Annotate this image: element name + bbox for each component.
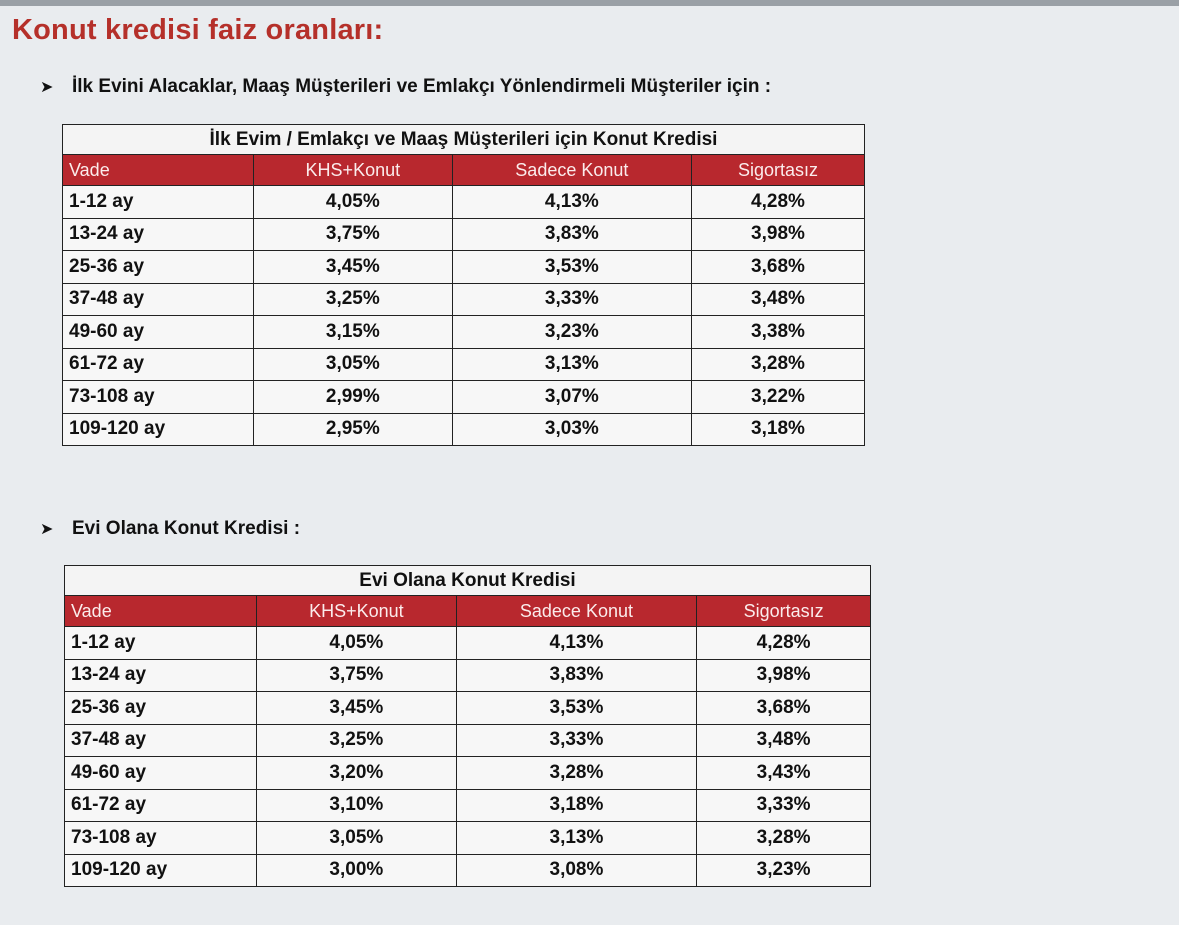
cell-sadece-konut: 3,08% — [456, 854, 697, 887]
cell-vade: 73-108 ay — [63, 381, 254, 414]
cell-sadece-konut: 3,28% — [456, 757, 697, 790]
cell-vade: 109-120 ay — [65, 854, 257, 887]
cell-sigortasiz: 3,33% — [697, 789, 871, 822]
cell-sigortasiz: 4,28% — [697, 627, 871, 660]
cell-khs-konut: 3,05% — [257, 822, 457, 855]
table-row — [65, 822, 871, 855]
table-row — [65, 627, 871, 660]
cell-khs-konut: 3,15% — [253, 316, 452, 349]
column-header-sadece-konut: Sadece Konut — [456, 596, 697, 627]
table-row — [65, 692, 871, 725]
cell-sadece-konut: 3,53% — [456, 692, 697, 725]
table-header-row — [63, 155, 865, 186]
cell-sigortasiz: 3,23% — [697, 854, 871, 887]
cell-sadece-konut: 3,23% — [452, 316, 691, 349]
cell-sigortasiz: 3,38% — [691, 316, 864, 349]
column-header-khs-konut: KHS+Konut — [257, 596, 457, 627]
cell-vade: 49-60 ay — [63, 316, 254, 349]
table-row — [63, 348, 865, 381]
chevron-right-icon: ➤ — [40, 79, 54, 96]
section-heading-text: İlk Evini Alacaklar, Maaş Müşterileri ve Emlakçı Yönlendirmeli Müşteriler için : — [72, 76, 772, 97]
table-row — [65, 724, 871, 757]
cell-khs-konut: 4,05% — [257, 627, 457, 660]
cell-vade: 25-36 ay — [63, 251, 254, 284]
column-header-vade: Vade — [65, 596, 257, 627]
cell-sigortasiz: 3,68% — [697, 692, 871, 725]
column-header-sigortasiz: Sigortasız — [697, 596, 871, 627]
cell-khs-konut: 3,00% — [257, 854, 457, 887]
cell-khs-konut: 2,95% — [253, 413, 452, 446]
cell-khs-konut: 2,99% — [253, 381, 452, 414]
table-row — [65, 757, 871, 790]
cell-sigortasiz: 3,48% — [697, 724, 871, 757]
section-heading-text: Evi Olana Konut Kredisi : — [72, 518, 301, 539]
cell-khs-konut: 3,75% — [253, 218, 452, 251]
table-row — [63, 413, 865, 446]
cell-sigortasiz: 3,98% — [691, 218, 864, 251]
cell-sadece-konut: 3,18% — [456, 789, 697, 822]
rate-table-first-home — [62, 124, 865, 446]
table-row — [63, 316, 865, 349]
cell-sadece-konut: 3,33% — [456, 724, 697, 757]
top-edge-strip — [0, 0, 1179, 6]
table-row — [65, 789, 871, 822]
cell-sigortasiz: 3,22% — [691, 381, 864, 414]
cell-sadece-konut: 3,07% — [452, 381, 691, 414]
table-header-row — [65, 596, 871, 627]
table-row — [65, 659, 871, 692]
table-row — [63, 218, 865, 251]
section-heading-home-owner — [40, 518, 300, 540]
cell-khs-konut: 3,25% — [253, 283, 452, 316]
rate-table-home-owner — [64, 565, 871, 887]
table-caption: Evi Olana Konut Kredisi — [65, 566, 871, 596]
cell-khs-konut: 3,45% — [253, 251, 452, 284]
table-row — [63, 283, 865, 316]
cell-sigortasiz: 3,28% — [691, 348, 864, 381]
page-title: Konut kredisi faiz oranları: — [12, 14, 384, 46]
cell-sigortasiz: 3,48% — [691, 283, 864, 316]
cell-khs-konut: 3,10% — [257, 789, 457, 822]
cell-sadece-konut: 3,33% — [452, 283, 691, 316]
cell-sadece-konut: 3,83% — [452, 218, 691, 251]
cell-sadece-konut: 3,03% — [452, 413, 691, 446]
cell-vade: 25-36 ay — [65, 692, 257, 725]
table-row — [63, 186, 865, 219]
table-row — [65, 854, 871, 887]
cell-vade: 49-60 ay — [65, 757, 257, 790]
column-header-khs-konut: KHS+Konut — [253, 155, 452, 186]
cell-sadece-konut: 3,13% — [452, 348, 691, 381]
cell-sigortasiz: 3,28% — [697, 822, 871, 855]
chevron-right-icon: ➤ — [40, 521, 54, 538]
cell-vade: 1-12 ay — [65, 627, 257, 660]
table-row — [63, 381, 865, 414]
cell-sadece-konut: 4,13% — [452, 186, 691, 219]
cell-vade: 73-108 ay — [65, 822, 257, 855]
cell-sigortasiz: 3,18% — [691, 413, 864, 446]
cell-vade: 61-72 ay — [63, 348, 254, 381]
cell-vade: 1-12 ay — [63, 186, 254, 219]
cell-sigortasiz: 3,98% — [697, 659, 871, 692]
cell-sigortasiz: 4,28% — [691, 186, 864, 219]
cell-vade: 37-48 ay — [65, 724, 257, 757]
cell-sigortasiz: 3,43% — [697, 757, 871, 790]
cell-sigortasiz: 3,68% — [691, 251, 864, 284]
cell-khs-konut: 3,75% — [257, 659, 457, 692]
column-header-sadece-konut: Sadece Konut — [452, 155, 691, 186]
column-header-sigortasiz: Sigortasız — [691, 155, 864, 186]
section-heading-first-home — [40, 76, 771, 98]
cell-sadece-konut: 3,13% — [456, 822, 697, 855]
table-row — [63, 251, 865, 284]
column-header-vade: Vade — [63, 155, 254, 186]
cell-khs-konut: 3,05% — [253, 348, 452, 381]
cell-vade: 37-48 ay — [63, 283, 254, 316]
cell-vade: 13-24 ay — [65, 659, 257, 692]
cell-khs-konut: 3,25% — [257, 724, 457, 757]
cell-sadece-konut: 3,53% — [452, 251, 691, 284]
cell-khs-konut: 3,20% — [257, 757, 457, 790]
cell-khs-konut: 3,45% — [257, 692, 457, 725]
cell-vade: 109-120 ay — [63, 413, 254, 446]
cell-vade: 13-24 ay — [63, 218, 254, 251]
cell-sadece-konut: 3,83% — [456, 659, 697, 692]
cell-sadece-konut: 4,13% — [456, 627, 697, 660]
cell-vade: 61-72 ay — [65, 789, 257, 822]
cell-khs-konut: 4,05% — [253, 186, 452, 219]
table-caption: İlk Evim / Emlakçı ve Maaş Müşterileri için Konut Kredisi — [63, 125, 865, 155]
